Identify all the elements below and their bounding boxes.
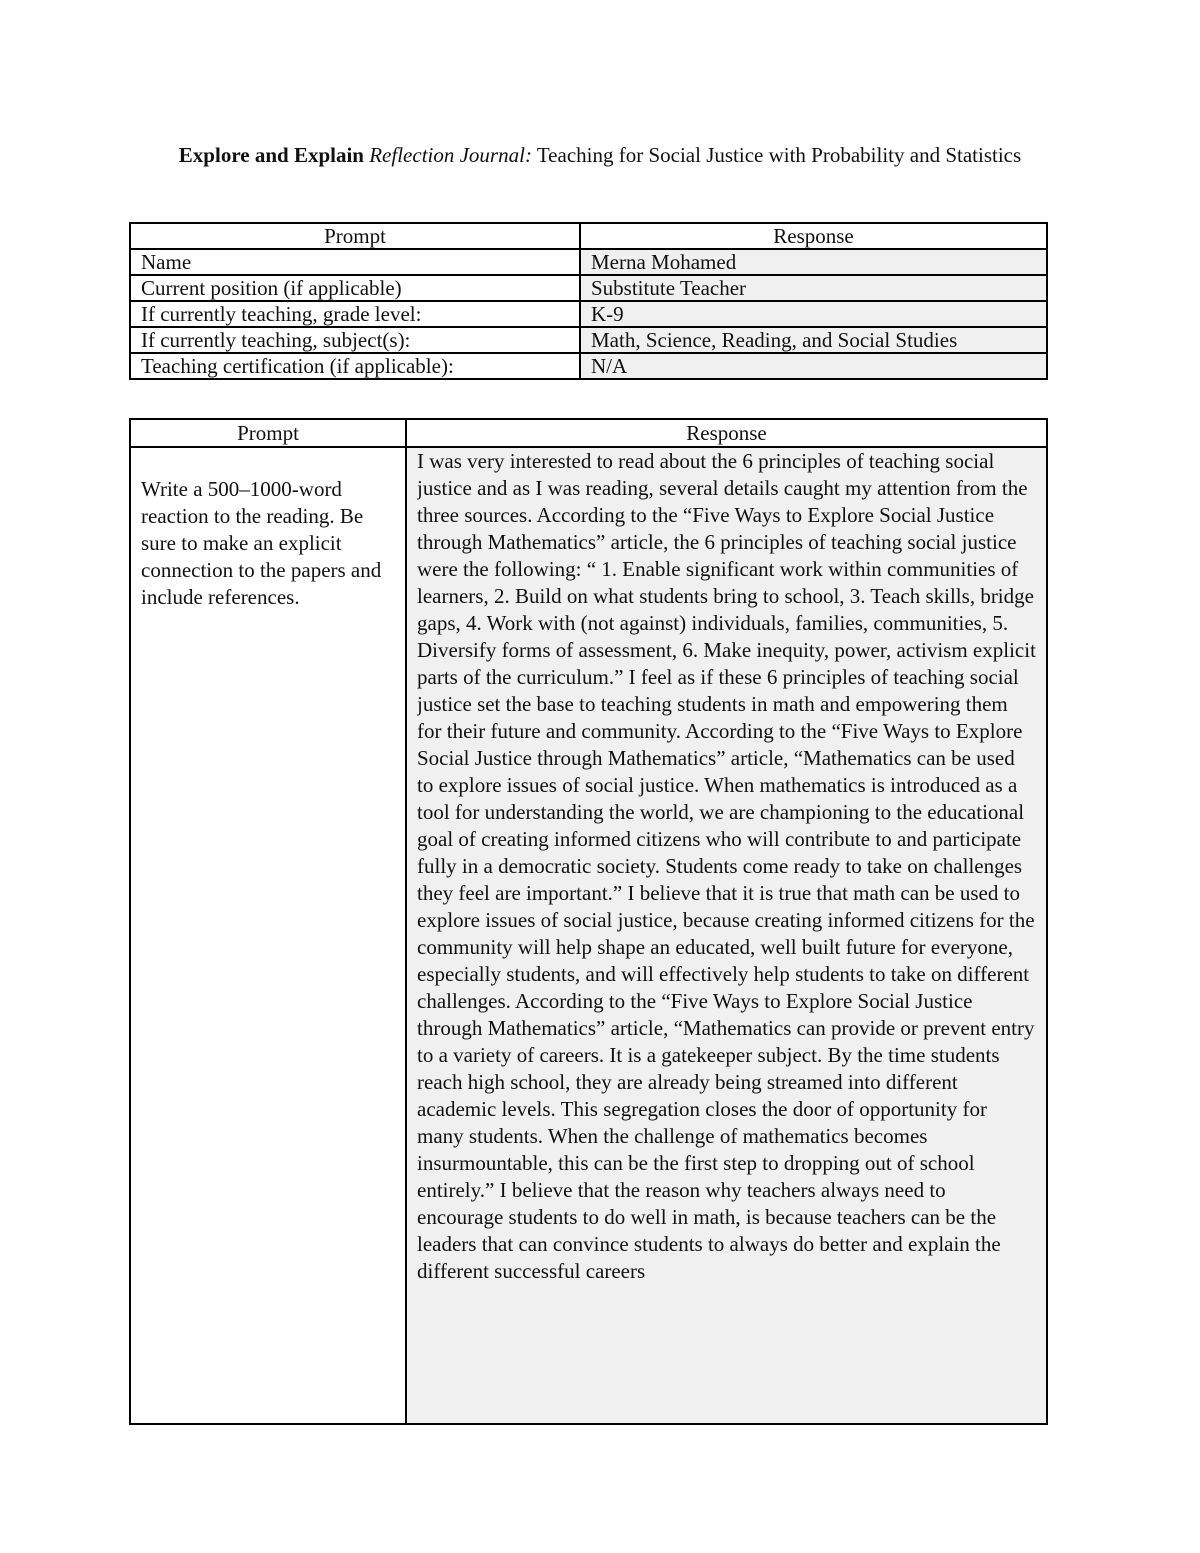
info-prompt-cell: If currently teaching, subject(s):	[130, 327, 580, 353]
title-rest-part: Teaching for Social Justice with Probability and Statistics	[536, 143, 1022, 167]
info-col-prompt-header: Prompt	[130, 223, 580, 249]
table-row	[130, 301, 1047, 327]
table-row	[130, 353, 1047, 379]
table-row	[130, 327, 1047, 353]
info-table	[129, 222, 1048, 380]
info-response-cell[interactable]: Math, Science, Reading, and Social Studies	[580, 327, 1047, 353]
table-row	[130, 249, 1047, 275]
reflection-col-response-header: Response	[406, 419, 1047, 447]
info-col-response-header: Response	[580, 223, 1047, 249]
table-row	[130, 275, 1047, 301]
info-response-cell[interactable]: K-9	[580, 301, 1047, 327]
reflection-response-cell[interactable]	[406, 447, 1047, 1424]
info-prompt-cell: Name	[130, 249, 580, 275]
info-prompt-cell: If currently teaching, grade level:	[130, 301, 580, 327]
info-response-cell[interactable]: Merna Mohamed	[580, 249, 1047, 275]
document-title	[130, 142, 1070, 169]
reflection-col-prompt-header: Prompt	[130, 419, 406, 447]
info-prompt-cell: Current position (if applicable)	[130, 275, 580, 301]
info-prompt-cell: Teaching certification (if applicable):	[130, 353, 580, 379]
info-response-cell[interactable]: Substitute Teacher	[580, 275, 1047, 301]
title-italic-part: Reflection Journal:	[369, 143, 532, 167]
info-response-cell[interactable]: N/A	[580, 353, 1047, 379]
table-row	[130, 447, 1047, 1424]
title-bold-part: Explore and Explain	[178, 143, 364, 167]
reflection-response-text[interactable]: I was very interested to read about the 6 principles of teaching social justice and as I was reading, several details caught my attention from the three sources. According to the “Five Ways to Explore Social Justice through Mathematics” article, the 6 principles of teaching social justice were the following: “ 1. Enable significant work within communities of learners, 2. Build on what students bring to school, 3. Teach skills, bridge gaps, 4. Work with (not against) individuals, families, communities, 5. Diversify forms of assessment, 6. Make inequity, power, activism explicit parts of the curriculum.” I feel as if these 6 principles of teaching social justice set the base to teaching students in math and empowering them for their future and community. According to the “Five Ways to Explore Social Justice through Mathematics” article, “Mathematics can be used to explore issues of social justice. When mathematics is introduced as a tool for understanding the world, we are championing to the educational goal of creating informed citizens who will contribute to and participate fully in a democratic society. Students come ready to take on challenges they feel are important.” I believe that it is true that math can be used to explore issues of social justice, because creating informed citizens for the community will help shape an educated, well built future for everyone, especially students, and will effectively help students to take on different challenges. According to the “Five Ways to Explore Social Justice through Mathematics” article, “Mathematics can provide or prevent entry to a variety of careers. It is a gatekeeper subject. By the time students reach high school, they are already being streamed into different academic levels. This segregation closes the door of opportunity for many students. When the challenge of mathematics becomes insurmountable, this can be the first step to dropping out of school entirely.” I believe that the reason why teachers always need to encourage students to do well in math, is because teachers can be the leaders that can convince students to always do better and explain the different successful careers	[417, 449, 1036, 1283]
info-table-header-row	[130, 223, 1047, 249]
reflection-table	[129, 418, 1048, 1425]
reflection-prompt-cell: Write a 500–1000-word reaction to the reading. Be sure to make an explicit connection to the papers and include references.	[130, 447, 406, 1424]
reflection-table-header-row	[130, 419, 1047, 447]
